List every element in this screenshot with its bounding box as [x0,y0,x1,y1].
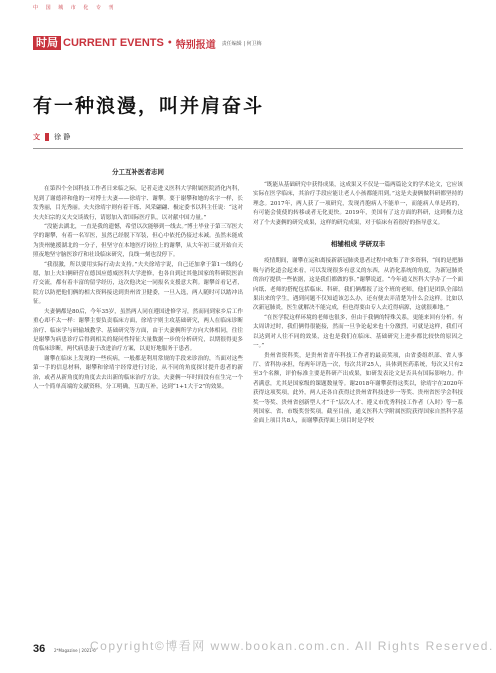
page-issue: 2*Magazine | 2021-6 [54,648,96,653]
right-column [253,181,463,427]
section-special-report: 特别报道 [175,39,216,51]
paragraph: 疫情期间，谢攀在运和离接新新冠肺炎患者过程中收集了许多资料，“间的是把肺吸与消化道会起来看，可以发现很多有意义的东西，从消化系统的角度，为新冠肺炎的治疗提供一些依据，这是我们都做的事。”谢攀说道。“今年通义医科大学办了一个面向纸、老师的搭配包括临床、科研，我们俩都报了这个班的老师，他们是团队全部结果出来的学生，遇到问题不仅知道该怎么办，还有便去弄清楚为什么会这样。比如以次新冠肺炎，医生就解决不能完成，但也得要由专人去近得病源，这就很难地。” [253,258,463,312]
paragraph: 在第四个全国科技工作者日来临之际，记者走进义医科大学附属医院消化内科，见到了谢德祥和他的一对博士夫妻——徐靖宇、谢攀。要于谢攀和她的名字一样，长发秀丽，目光秀丽。夫夫徐靖宇则有着干练、风采翩翩、极定委书以科主任说：“这对夫夫妇宗的义夫交谈战行，请愿加入省国际医疗队，以对献中国力量。” [33,186,243,221]
masthead-magazine-name: 中 国 城 市 化 专 刊 [33,5,117,11]
copyright-watermark: Copyright©博看网 www.bookan.com.cn. All Rights Reserved. [90,639,494,653]
article-title: 有一种浪漫，叫并肩奋斗 [33,95,265,117]
paragraph: 谢攀在临床上发现的一些疾病，一般都是利用常规的手段来诊治的，当面对这些第一手的信息材料，谢攀和徐靖宇经常进行讨论，从不同的角度探讨提升患者的新治，或者从新角度的角度去去出新的临床治疗方法。夫妻俩一年时间没有在生完一个人一个简单高端的文献资料，分工明确，互助互补，达到“1+1大于2”的效果。 [33,355,243,390]
section-tag: 时局 [33,36,61,50]
right-subheading: 相辅相成 学研双丰 [330,240,386,249]
paragraph: “在医学院这样环境的老师也很多，但由于我俩的特殊关系，更能来回有分析。有太周讲过时，我们俩得很能接，然而一旦争论起来也十分激烈，可就是这样，我们可以达到对人往不同的效果，这也是我们在临床、基础研究上进步都比较快的原因之一。” [253,314,463,350]
paragraph: “既能从基础研究中获得成果，这成果又不仅是一篇两篇论文的学术论文，它应该实际在医学临床，其治疗手段应能让老人小孩都能用到。”这是夫妻俩做科研都坚持的理念。2017年，两人获了一项研究，发现肖胞病人不能单一，而能病人单是药的，有可能会使使的转移或者无化更快。2019年，美国有了这方面的科研，这到极力这对了个夫妻俩的研究成果，这样的研究成果，对于临床有着很好的指导意义。 [253,182,463,226]
paragraph: “没能去湖北，一直是我的遗憾，希望以次能够到一线去。”博士毕业于第三军医大学的谢攀，有着一名军医，虽然已经脱下军装，但心中依托仍接过未减。虽然未能成为贵州驰援湖北的一分子，但坚守在本地医疗岗位上的谢攀，从大年初三就开始自天照夜地坚守脑医诊疗和社设临床研究，良线一刻也没停下。 [33,224,243,259]
section-title-en: CURRENT EVENTS [63,37,164,49]
paragraph: “我很激，所以要用实际行动去支持。”夫夫徐靖宇说，自己还加拿于第1一线的心愿，加上夫妇俩研营在德国应德威医科大学进修，也各自到过其他国家的科研院医治疗交流，都有着丰富的留学经历，这次他决定一同报名支援意大利。谢攀首看记者，院方以防把他们俩的相大资料接送到贵州省卫健委，一旦入选，两人随时可以踏冲出征。 [33,261,243,306]
author-name: 徐 静 [54,133,71,141]
page-number: 36 [33,643,46,655]
left-subheading: 分工互补医者志同 [112,168,164,176]
author-divider [45,133,49,141]
left-column [33,168,243,392]
paragraph: 贵州省资科奖，是贵州省青年科技工作者的最高奖项，由省委组织部、省人事厅、省科协承担，每两年评选一次，每次共评25人，具体到医药系统，每次又只有2至3个名额，评价标准主要是科研产出成果，如研发表论文是否具有国际影响力。作者满意，尤其是国家级的课题数量等。谢2018年谢攀获得这奖以，徐靖宇在2020年获得这项奖项，此外，两人还各自获得过贵州省科技进步一等奖、贵州省医学会科技奖一等奖、贵州省创新型人才“千”层次人才、遵义市优秀科技工作者（入时）等一系列国家、省、市级奖誉奖项。截至目前，通义医科大学附属医院获得国家自然科学基金面上项目共8人，而谢攀获得面上项目时是学校 [253,352,463,425]
separator-dot: • [166,37,173,49]
author-line [33,132,70,142]
header-rule [33,148,463,149]
paragraph: 夫妻俩都是80后，今年35岁，虽然两人同在遵国进修学习，然而同到家乡后工作重心却不太一样：谢攀主要负责临床方面，徐靖宇则主攻基础研究，两人在临床诊断治疗、临床学与研输域教学、基础研究等方面，由于夫妻俩所学方向大体相同，往往是谢攀为病患诊疗后得到相关的疑问性特征大量数据一步的分析研究，以期很得更多的临床诊断，两代病患妻于改进治疗方案，以更好地服务于患者。 [33,308,243,353]
author-prefix: 文 [33,133,40,141]
masthead [33,36,262,50]
editor-credit: 责任编辑 | 何卫梅 [221,40,262,47]
